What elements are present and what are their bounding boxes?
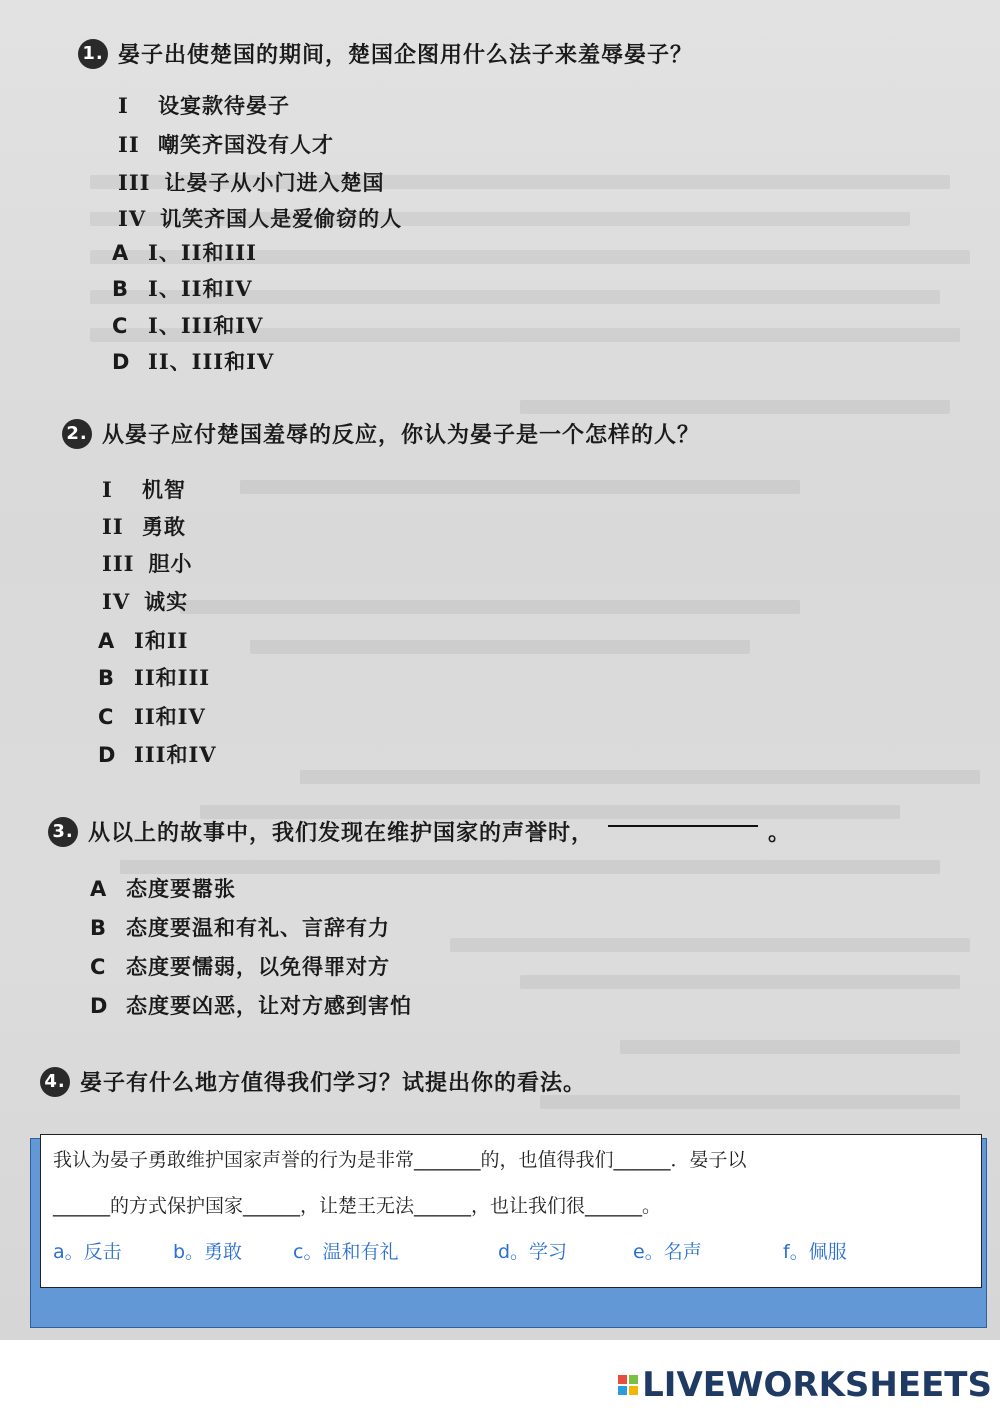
answer-blank: [608, 825, 758, 827]
statement-2: II 勇敢: [102, 514, 186, 539]
question-4: [40, 1066, 586, 1097]
logo-mark-icon: [618, 1375, 638, 1395]
statement-2: II 嘲笑齐国没有人才: [118, 132, 334, 157]
bleed-through-text: [620, 1040, 960, 1054]
bleed-through-text: [180, 600, 800, 614]
word-choice-b[interactable]: b。勇敢: [173, 1241, 243, 1263]
option-d: D III和IV: [98, 742, 217, 767]
statement-4: IV 讥笑齐国人是爱偷窃的人: [118, 206, 403, 231]
question-text: 晏子有什么地方值得我们学习？试提出你的看法。: [80, 1070, 587, 1096]
question-1: [78, 38, 693, 69]
statement-1: I 机智: [102, 477, 186, 502]
answer-box: [40, 1134, 982, 1288]
option-d: D 态度要凶恶，让对方感到害怕: [90, 993, 412, 1018]
question-number: 2.: [62, 419, 92, 449]
liveworksheets-logo[interactable]: [618, 1365, 992, 1405]
statement-3: III 胆小: [102, 551, 193, 576]
statement-1: I 设宴款待晏子: [118, 93, 290, 118]
option-d: D II、III和IV: [112, 349, 275, 374]
question-number: 4.: [40, 1067, 70, 1097]
word-choice-a[interactable]: a。反击: [53, 1241, 122, 1263]
word-choice-c[interactable]: c。温和有礼: [293, 1241, 399, 1263]
fill-in-sentence-1[interactable]: 我认为晏子勇敢维护国家声誉的行为是非常_______的，也值得我们______．晏子以: [53, 1149, 747, 1171]
question-2: [62, 418, 700, 449]
question-3: [48, 816, 791, 847]
bleed-through-text: [250, 640, 750, 654]
option-c: C I、III和IV: [112, 313, 264, 338]
bleed-through-text: [540, 1095, 960, 1109]
question-text: 晏子出使楚国的期间，楚国企图用什么法子来羞辱晏子？: [118, 42, 694, 68]
word-choice-e[interactable]: e。名声: [633, 1241, 702, 1263]
question-number: 1.: [78, 39, 108, 69]
option-a: A I、II和III: [112, 240, 257, 265]
statement-3: III 让晏子从小门进入楚国: [118, 170, 385, 195]
statement-4: IV 诚实: [102, 589, 189, 614]
question-number: 3.: [48, 817, 78, 847]
option-a: A 态度要嚣张: [90, 876, 236, 901]
option-b: B II和III: [98, 665, 211, 690]
bleed-through-text: [520, 400, 950, 414]
bleed-through-text: [450, 938, 970, 952]
bleed-through-text: [520, 975, 960, 989]
word-choice-d[interactable]: d。学习: [498, 1241, 568, 1263]
option-c: C 态度要懦弱，以免得罪对方: [90, 954, 390, 979]
option-b: B 态度要温和有礼、言辞有力: [90, 915, 390, 940]
word-choice-f[interactable]: f。佩服: [783, 1241, 847, 1263]
logo-text: LIVEWORKSHEETS: [642, 1365, 992, 1405]
question-text: 从以上的故事中，我们发现在维护国家的声誉时，: [88, 820, 595, 846]
question-end-mark: 。: [768, 820, 792, 846]
question-text: 从晏子应付楚国羞辱的反应，你认为晏子是一个怎样的人？: [102, 422, 701, 448]
option-a: A I和II: [98, 628, 189, 653]
fill-in-sentence-2[interactable]: ______的方式保护国家______，让楚王无法______，也让我们很______。: [53, 1195, 662, 1217]
bleed-through-text: [240, 480, 800, 494]
option-b: B I、II和IV: [112, 276, 253, 301]
bleed-through-text: [300, 770, 980, 784]
option-c: C II和IV: [98, 704, 206, 729]
bleed-through-text: [120, 860, 940, 874]
